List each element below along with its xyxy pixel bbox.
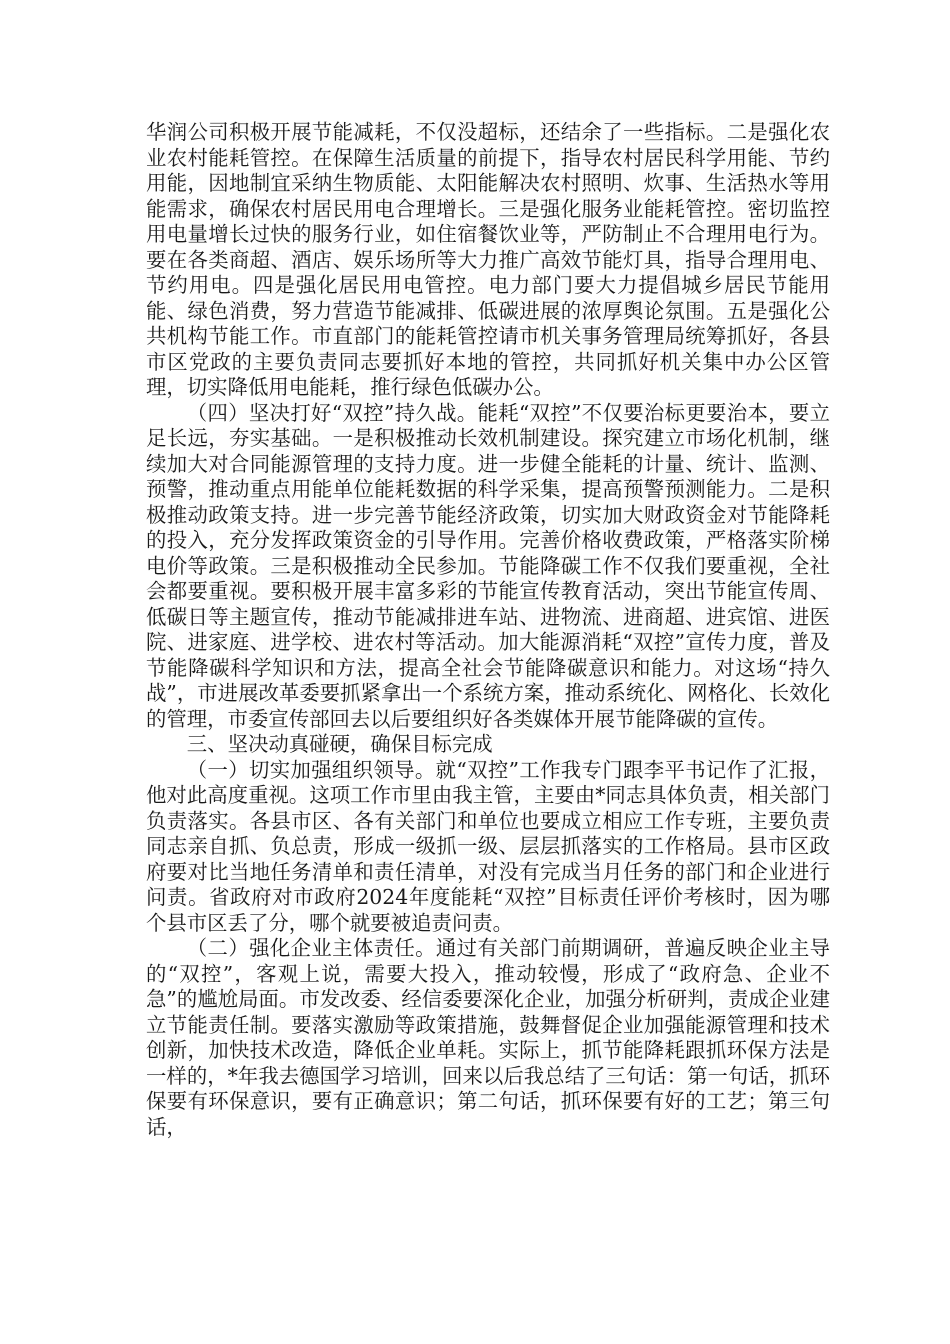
section-heading: 三、坚决动真碰硬，确保目标完成 — [186, 732, 493, 756]
paragraph-1: 华润公司积极开展节能减耗，不仅没超标，还结余了一些指标。二是强化农业农村能耗管控。在保障生活质量的前提下，指导农村居民科学用能、节约用能，因地制宜采纳生物质能、太阳能解决农村照明、炊事、生活热水等用能需求，确保农村居民用电合理增长。三是强化服务业能耗管控。密切监控用电量增长过快的服务行业，如住宿餐饮业等，严防制止不合理用电行为。要在各类商超、酒店、娱乐场所等大力推广高效节能灯具，指导合理用电、节约用电。四是强化居民用电管控。电力部门要大力提倡城乡居民节能用能、绿色消费，努力营造节能减排、低碳进展的浓厚舆论氛围。五是强化公共机构节能工作。市直部门的能耗管控请市机关事务管理局统筹抓好，各县市区党政的主要负责同志要抓好本地的管控，共同抓好机关集中办公区管理，切实降低用电能耗，推行绿色低碳办公。 — [146, 120, 830, 399]
document-body — [146, 120, 830, 1140]
paragraph-2: （四）坚决打好“双控”持久战。能耗“双控”不仅要治标更要治本，要立足长远，夯实基础。一是积极推动长效机制建设。探究建立市场化机制，继续加大对合同能源管理的支持力度。进一步健全能耗的计量、统计、监测、预警，推动重点用能单位能耗数据的科学采集，提高预警预测能力。二是积极推动政策支持。进一步完善节能经济政策，切实加大财政资金对节能降耗的投入，充分发挥政策资金的引导作用。完善价格收费政策，严格落实阶梯电价等政策。三是积极推动全民参加。节能降碳工作不仅我们要重视，全社会都要重视。要积极开展丰富多彩的节能宣传教育活动，突出节能宣传周、低碳日等主题宣传，推动节能减排进车站、进物流、进商超、进宾馆、进医院、进家庭、进学校、进农村等活动。加大能源消耗“双控”宣传力度，普及节能降碳科学知识和方法，提高全社会节能降碳意识和能力。对这场“持久战”，市进展改革委要抓紧拿出一个系统方案，推动系统化、网格化、长效化的管理，市委宣传部回去以后要组织好各类媒体开展节能降碳的宣传。 — [146, 400, 830, 731]
paragraph-3: （一）切实加强组织领导。就“双控”工作我专门跟李平书记作了汇报，他对此高度重视。这项工作市里由我主管，主要由*同志具体负责，相关部门负责落实。各县市区、各有关部门和单位也要成立相应工作专班，主要负责同志亲自抓、负总责，形成一级抓一级、层层抓落实的工作格局。县市区政府要对比当地任务清单和责任清单，对没有完成当月任务的部门和企业进行问责。省政府对市政府2024年度能耗“双控”目标责任评价考核时，因为哪个县市区丢了分，哪个就要被追责问责。 — [146, 757, 830, 935]
paragraph-4: （二）强化企业主体责任。通过有关部门前期调研，普遍反映企业主导的“双控”，客观上说，需要大投入，推动较慢，形成了“政府急、企业不急”的尴尬局面。市发改委、经信委要深化企业，加强分析研判，责成企业建立节能责任制。要落实激励等政策措施，鼓舞督促企业加强能源管理和技术创新，加快技术改造，降低企业单耗。实际上，抓节能降耗跟抓环保方法是一样的，*年我去德国学习培训，回来以后我总结了三句话：第一句话，抓环保要有环保意识，要有正确意识；第二句话，抓环保要有好的工艺；第三句话， — [146, 936, 830, 1139]
